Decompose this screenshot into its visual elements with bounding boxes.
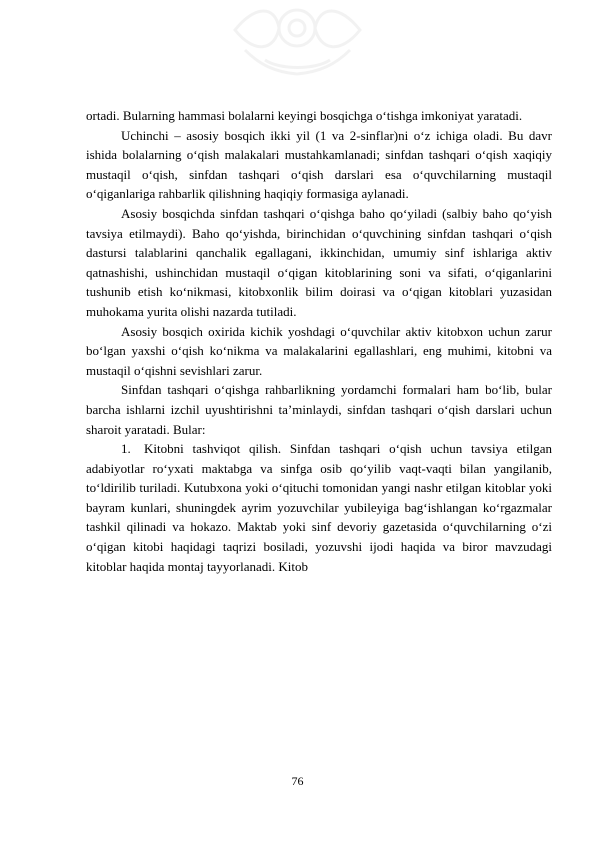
list-item xyxy=(86,439,552,576)
page-number: 76 xyxy=(291,774,304,788)
list-item-number: 1. xyxy=(121,441,131,457)
paragraph-grading: Asosiy bosqichda sinfdan tashqari o‘qishga baho qo‘yiladi (salbiy baho qo‘yish tavsiya etilmaydi). Baho qo‘yishda, birinchidan o‘quvchining sinfdan tashqari o‘qish dastursi talablarini qanchalik egallagani, ikkinchidan, umumiy sinf ishlariga aktiv qatnashishi, ushinchidan mustaqil o‘qigan kitoblarining soni va sifati, o‘qiganlarini tushunib etish ko‘nikmasi, kitobxonlik bilim doirasi va o‘qigan kitoblari yuzasidan muhokama yurita olishi nazarda tutiladi. xyxy=(86,205,552,319)
body-text xyxy=(86,106,552,576)
list-item-text: Kitobni tashviqot qilish. Sinfdan tashqari o‘qish uchun tavsiya etilgan adabiyotlar ro‘yxati maktabga va sinfga osib qo‘yilib vaqt-vaqti bilan yangilanib, to‘ldirilib turiladi. Kutubxona yoki o‘qituchi tomonidan yangi nashr etilgan kitoblar yoki bayram kunlari, shuningdek ayrim yozuvchilar yubileyiga bag‘ishlangan ko‘rgazmalar tashkil qilinadi va hokazo. Maktab yoki sinf devoriy gazetasida o‘quvchilarning o‘zi o‘qigan kitobi haqidagi taqrizi bosiladi, yozuvshi ijodi haqida va biror mavzudagi kitoblar haqida montaj tayyorlanadi. Kitob xyxy=(86,441,552,574)
ornament-watermark-icon xyxy=(215,0,380,80)
paragraph-continuation: ortadi. Bularning hammasi bolalarni keyingi bosqichga o‘tishga imkoniyat yaratadi. xyxy=(86,108,523,123)
paragraph-third-stage: Uchinchi – asosiy bosqich ikki yil (1 va 2-sinflar)ni o‘z ichiga oladi. Bu davr ishida bolalarning o‘qish malakalari mustahkamlanadi; sinfdan tashqari o‘qish xaqiqiy mustaqil o‘qish, sinfdan tashqari o‘qish darslari esa o‘quvchilarning mustaqil o‘qiganlariga rahbarlik qilishning haqiqiy formasiga aylanadi. xyxy=(86,127,552,202)
paragraph-stage-end: Asosiy bosqich oxirida kichik yoshdagi o‘quvchilar aktiv kitobxon uchun zarur bo‘lgan yaxshi o‘qish ko‘nikma va malakalarini egallashlari, eng muhimi, kitobni va mustaqil o‘qishni sevishlari zarur. xyxy=(86,323,552,378)
paragraph-auxiliary-forms: Sinfdan tashqari o‘qishga rahbarlikning yordamchi formalari ham bo‘lib, bular barcha ishlarni izchil uyushtirishni ta’minlaydi, sinfdan tashqari o‘qish darslari uchun sharoit yaratadi. Bular: xyxy=(86,382,552,437)
